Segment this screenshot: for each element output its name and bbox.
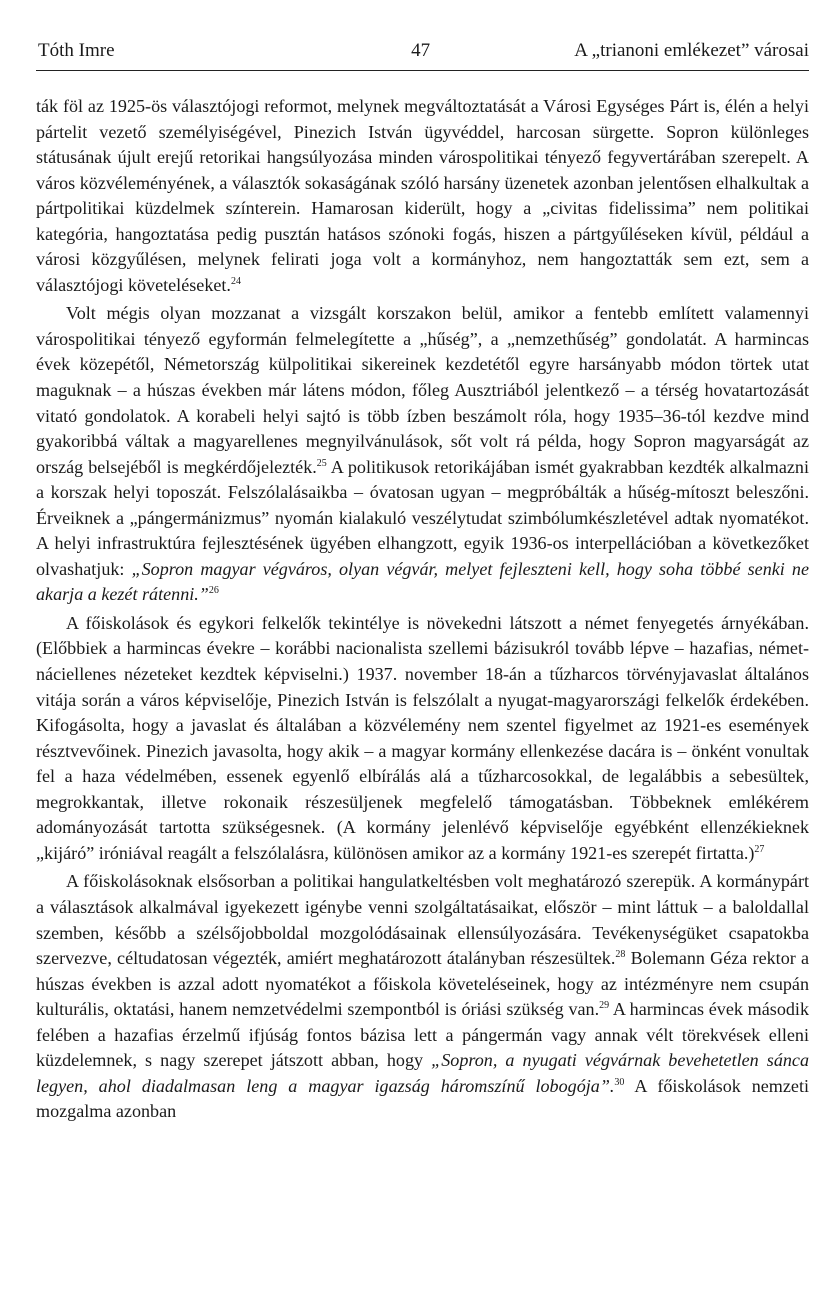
footnote-ref-26: 26 (208, 585, 219, 597)
footnote-ref-24: 24 (230, 275, 241, 287)
paragraph-4 (36, 869, 809, 1124)
footnote-ref-29: 29 (599, 1000, 610, 1012)
page-body (36, 94, 809, 1125)
paragraph-text: A főiskolásoknak elsősorban a politikai hangulatkeltésben volt meghatározó szerepük. A kormánypárt a választások alkalmával igyekezett igénybe venni szolgáltatásaikat, először – mint láttuk – a baloldallal szemben, később a szélsőjobboldal mozgolódásainak ellensúlyozására. Tevékenységüket csapatokba szervezve, céltudatosan végezték, amiért meghatározott átalányban részesültek. (36, 871, 809, 969)
footnote-ref-25: 25 (316, 457, 327, 469)
paragraph-text: A politikusok retorikájában ismét gyakrabban kezdték alkalmazni a korszak helyi toposzát. Felszólalásaikba – óvatosan ugyan – megpróbálták a hűség-mítoszt beleszőni. Érveiknek a „pángermánizmus” nyomán kialakuló veszélytudat szimbólumkészletével adtak nyomatékot. A helyi infrastruktúra fejlesztésének ügyében elhangzott, egyik 1936-os interpellációban a következőket olvashatjuk: (36, 456, 810, 579)
header-title: A „trianoni emlékezet” városai (574, 40, 809, 61)
paragraph-text: Volt mégis olyan mozzanat a vizsgált korszakon belül, amikor a fentebb említett valamennyi várospolitikai tényező egyformán felmelegítette a „hűség”, a „nemzethűség” gondolatát. A harmincas évek közepétől, Németország külpolitikai sikereinek kezdetétől egyre harsányabb módon törtek utat maguknak – a húszas években már látens módon, főleg Ausztriából jelentkező – a térség hovatartozását vitató gondolatok. A korabeli helyi sajtó is több ízben beszámolt róla, hogy 1935–36-tól kezdve mind gyakoribbá váltak a magyarellenes megnyilvánulások, sőt volt rá példa, hogy Sopron magyarságát az ország belsejéből is megkérdőjelezték. (36, 303, 809, 477)
paragraph-text: Bolemann Géza rektor a húszas években is azzal adott nyomatékot a főiskola követeléseinek, hogy az intézményre nem csupán kulturális, oktatási, hanem nemzetvédelmi szempontból is óriási szükség van. (36, 948, 810, 1020)
footnote-ref-28: 28 (615, 949, 626, 961)
page-number: 47 (411, 40, 431, 61)
footnote-ref-27: 27 (754, 843, 765, 855)
paragraph-text: A főiskolások nemzeti mozgalma azonban (36, 1075, 809, 1122)
quotation: „Sopron, a nyugati végvárnak bevehetetlen sánca legyen, ahol diadalmasan leng a magyar igazság háromszínű lobogója”. (36, 1050, 810, 1096)
paragraph-text: A főiskolások és egykori felkelők tekintélye is növekedni látszott a német fenyegetés árnyékában. (Előbbiek a harmincas évekre – korábbi nacionalista szellemi bázisukról tovább lépve – hazafias, német-náciellenes nézeteket kezdtek képviselni.) 1937. november 18-án a tűzharcos törvényjavaslat általános vitája során a város képviselője, Pinezich István is felszólalt a nyugat-magyarországi felkelők érdekében. Kifogásolta, hogy a javaslat és általában a közvélemény nem szentel figyelmet az 1921-es események résztvevőinek. Pinezich javasolta, hogy akik – a magyar kormány ellenkezése dacára is – önként vonultak fel a haza védelmében, essenek egyenlő elbírálás alá a tűzharcosokkal, de legalábbis a sebesültek, megrokkantak, illetve rokonaik részesüljenek megfelelő támogatásban. Többeknek emlékérem adományozását tartotta szükségesnek. (A kormány jelenlévő képviselője egyébként ellenzékieknek „kijáró” iróniával reagált a felszólalásra, különösen amikor az a kormány 1921-es szerepét firtatta.) (36, 612, 809, 863)
paragraph-text: A harmincas évek második felében a hazafias érzelmű ifjúság fontos bázisa lett a pángermán vagy annak vélt törekvések elleni küzdelemnek, s nagy szerepet játszott abban, hogy (36, 999, 809, 1071)
quotation: „Sopron magyar végváros, olyan végvár, melyet fejleszteni kell, hogy soha többé senki ne akarja a kezét rátenni.” (36, 558, 809, 605)
running-header (36, 40, 809, 71)
paragraph-3 (36, 611, 809, 866)
header-author: Tóth Imre (38, 40, 115, 61)
paragraph-text: ták föl az 1925-ös választójogi reformot, melynek megváltoztatását a Városi Egységes Párt is, élén a helyi pártelit vezető személyiségével, Pinezich István ügyvéddel, harcosan sürgette. Sopron különleges státusának újult erejű retorikai hangsúlyozása minden várospolitikai tényező fegyvertárában szerepelt. A város közvéleményének, a választók sokaságának szóló harsány üzenetek azonban jelentősen elhalkultak a pártpolitikai küzdelmek színterein. Hamarosan kiderült, hogy a „civitas fidelissima” nem politikai kategória, hangoztatása pedig pusztán hatásos szónoki fogás, hiszen a pártgyűléseken kívül, például a városi közgyűlésen, melynek felirati joga volt a kormányhoz, nem hangoztatták sem ezt, sem a választójogi követeléseket. (36, 96, 809, 295)
paragraph-2 (36, 301, 809, 608)
footnote-ref-30: 30 (614, 1076, 625, 1088)
paragraph-1 (36, 94, 809, 298)
